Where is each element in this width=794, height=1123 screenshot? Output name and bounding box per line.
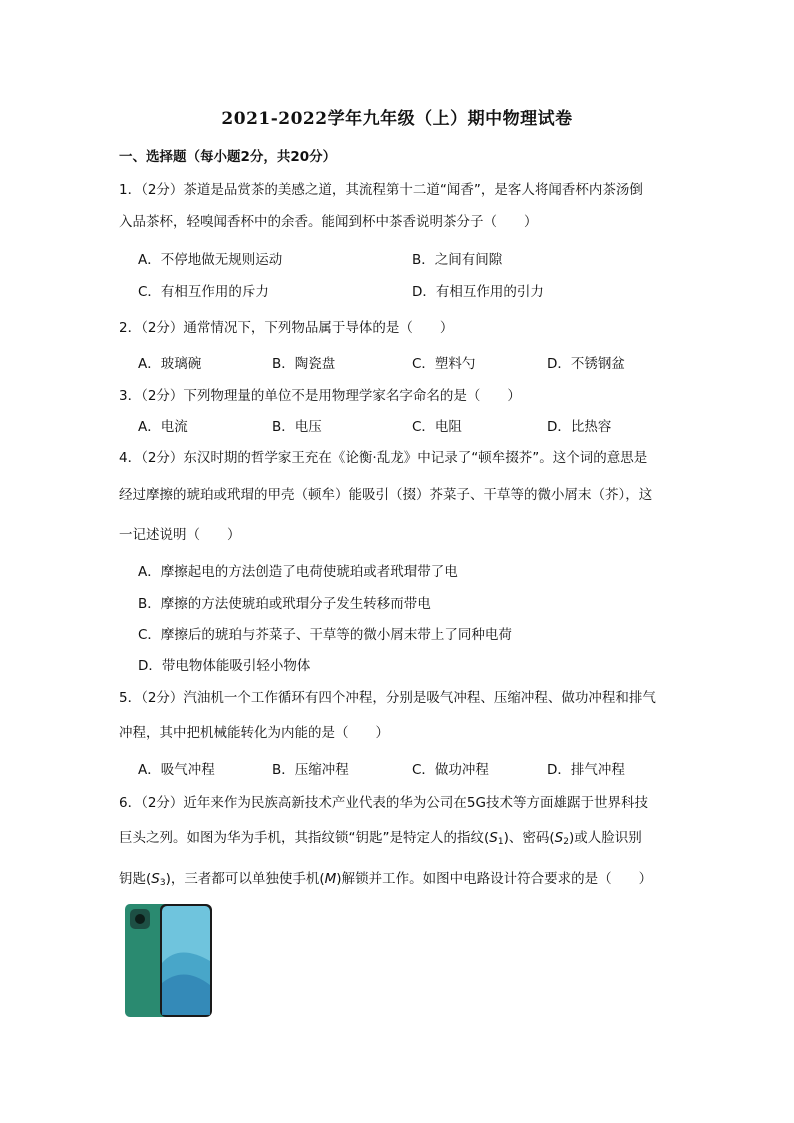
q1-option-b: B．之间有间隙 — [412, 252, 503, 268]
q4-option-c: C．摩擦后的琥珀与芥菜子、干草等的微小屑末带上了同种电荷 — [138, 627, 512, 643]
q6-stem-line1: 6．（2分）近年来作为民族高新技术产业代表的华为公司在5G技术等方面雄踞于世界科技 — [119, 795, 648, 811]
q4-stem-line1: 4．（2分）东汉时期的哲学家王充在《论衡·乱龙》中记录了“顿牟掇芥”。这个词的意思是 — [119, 450, 648, 466]
q5-option-d: D．排气冲程 — [547, 762, 625, 778]
q2-option-a: A．玻璃碗 — [138, 356, 202, 372]
q2-option-b: B．陶瓷盘 — [272, 356, 336, 372]
q3-option-d: D．比热容 — [547, 419, 612, 435]
q1-option-d: D．有相互作用的引力 — [412, 284, 544, 300]
q2-option-c: C．塑料勺 — [412, 356, 476, 372]
q4-stem-line3: 一记述说明（ ） — [119, 527, 241, 543]
section-heading: 一、选择题（每小题2分，共20分） — [119, 149, 337, 165]
phone-illustration — [124, 903, 214, 1019]
q3-option-a: A．电流 — [138, 419, 188, 435]
q2-stem: 2．（2分）通常情况下，下列物品属于导体的是（ ） — [119, 320, 454, 336]
screen-wave-lower — [162, 974, 210, 1015]
q1-option-a: A．不停地做无规则运动 — [138, 252, 283, 268]
exam-title: 2021-2022学年九年级（上）期中物理试卷 — [221, 109, 573, 129]
camera-lens — [135, 914, 145, 924]
q2-option-d: D．不锈钢盆 — [547, 356, 625, 372]
q4-option-a: A．摩擦起电的方法创造了电荷使琥珀或者玳瑁带了电 — [138, 564, 458, 580]
q5-option-b: B．压缩冲程 — [272, 762, 349, 778]
q4-stem-line2: 经过摩擦的琥珀或玳瑁的甲壳（顿牟）能吸引（掇）芥菜子、干草等的微小屑末（芥），这 — [119, 487, 653, 503]
q6-stem-line3: 钥匙$(S_3)$，三者都可以单独使手机(M)解锁并工作。如图中电路设计符合要求的是（ ） — [119, 871, 653, 888]
q5-stem-line1: 5．（2分）汽油机一个工作循环有四个冲程，分别是吸气冲程、压缩冲程、做功冲程和排气 — [119, 690, 656, 706]
q4-option-b: B．摩擦的方法使琥珀或玳瑁分子发生转移而带电 — [138, 596, 431, 612]
q5-option-a: A．吸气冲程 — [138, 762, 215, 778]
q1-option-c: C．有相互作用的斥力 — [138, 284, 269, 300]
q1-stem-line2: 入品茶杯，轻嗅闻香杯中的余香。能闻到杯中茶香说明茶分子（ ） — [119, 214, 538, 230]
q3-stem: 3．（2分）下列物理量的单位不是用物理学家名字命名的是（ ） — [119, 388, 521, 404]
q3-option-c: C．电阻 — [412, 419, 462, 435]
q5-option-c: C．做功冲程 — [412, 762, 489, 778]
q4-option-d: D．带电物体能吸引轻小物体 — [138, 658, 311, 674]
q5-stem-line2: 冲程，其中把机械能转化为内能的是（ ） — [119, 725, 389, 741]
q6-stem-line2: 巨头之列。如图为华为手机，其指纹锁“钥匙”是特定人的指纹$(S_1)$、密码$(S_2)$或人脸识别 — [119, 830, 642, 847]
q3-option-b: B．电压 — [272, 419, 322, 435]
q1-stem-line1: 1．（2分）茶道是品赏茶的美感之道，其流程第十二道“闻香”，是客人将闻香杯内茶汤倒 — [119, 182, 643, 198]
